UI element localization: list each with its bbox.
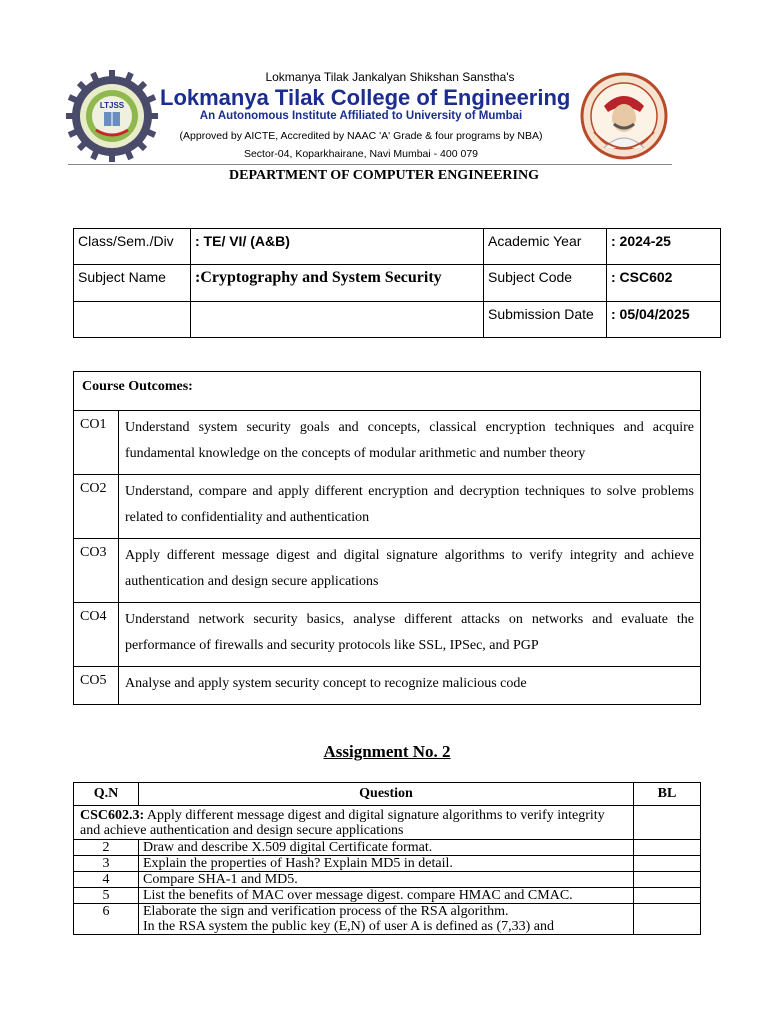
co-description: Apply different message digest and digital signature algorithms to verify integrity and achieve authentication and design secure applications [119, 539, 701, 603]
question-text: List the benefits of MAC over message digest. compare HMAC and CMAC. [139, 888, 634, 904]
college-name: Lokmanya Tilak College of Engineering [160, 85, 571, 110]
header-divider [68, 164, 672, 165]
college-emblem-logo [66, 70, 158, 162]
question-text [139, 904, 634, 935]
department-title: DEPARTMENT OF COMPUTER ENGINEERING [229, 168, 539, 183]
founder-portrait-logo [580, 72, 668, 160]
section-code: CSC602.3: [80, 808, 145, 823]
bl-cell [634, 806, 701, 840]
trust-name: Lokmanya Tilak Jankalyan Shikshan Sanstha's [265, 70, 515, 84]
question-number: 6 [74, 904, 139, 935]
co-code: CO1 [74, 411, 119, 475]
question-text: Draw and describe X.509 digital Certificate format. [139, 840, 634, 856]
section-text: Apply different message digest and digital signature algorithms to verify integrity and achieve authentication and design secure applications [80, 808, 605, 838]
class-label: Class/Sem./Div [74, 229, 191, 265]
col-header-qn: Q.N [74, 783, 139, 806]
class-value: : TE/ VI/ (A&B) [191, 229, 484, 265]
empty-cell [74, 302, 191, 338]
bl-cell [634, 888, 701, 904]
question-line: In the RSA system the public key (E,N) of user A is defined as (7,33) and [143, 919, 554, 934]
col-header-question: Question [139, 783, 634, 806]
course-outcomes-table [73, 371, 701, 705]
question-text: Explain the properties of Hash? Explain MD5 in detail. [139, 856, 634, 872]
col-header-bl: BL [634, 783, 701, 806]
question-number: 4 [74, 872, 139, 888]
empty-cell [191, 302, 484, 338]
outcome-section-row [74, 806, 634, 840]
questions-table [73, 782, 701, 935]
submission-date-label: Submission Date [484, 302, 607, 338]
co-code: CO2 [74, 475, 119, 539]
info-table [73, 228, 721, 338]
co-code: CO3 [74, 539, 119, 603]
question-text: Compare SHA-1 and MD5. [139, 872, 634, 888]
academic-year-label: Academic Year [484, 229, 607, 265]
question-number: 5 [74, 888, 139, 904]
subject-name-value: :Cryptography and System Security [191, 265, 484, 302]
co-description: Understand network security basics, analyse different attacks on networks and evaluate the performance of firewalls and security protocols like SSL, IPSec, and PGP [119, 603, 701, 667]
bl-cell [634, 840, 701, 856]
affiliation: An Autonomous Institute Affiliated to University of Mumbai [199, 110, 523, 122]
college-address: Sector-04, Koparkhairane, Navi Mumbai - 400 079 [243, 148, 479, 160]
subject-code-value: : CSC602 [607, 265, 721, 302]
approval-note: (Approved by AICTE, Accredited by NAAC 'A' Grade & four programs by NBA) [179, 130, 543, 142]
question-number: 3 [74, 856, 139, 872]
co-description: Understand system security goals and concepts, classical encryption techniques and acquire fundamental knowledge on the concepts of modular arithmetic and number theory [119, 411, 701, 475]
emblem-text: LTJSS [99, 101, 125, 110]
question-line: Elaborate the sign and verification process of the RSA algorithm. [143, 904, 509, 919]
subject-name-label: Subject Name [74, 265, 191, 302]
bl-cell [634, 856, 701, 872]
assignment-title: Assignment No. 2 [323, 742, 451, 761]
subject-code-label: Subject Code [484, 265, 607, 302]
academic-year-value: : 2024-25 [607, 229, 721, 265]
bl-cell [634, 904, 701, 935]
co-code: CO4 [74, 603, 119, 667]
question-number: 2 [74, 840, 139, 856]
co-description: Analyse and apply system security concept to recognize malicious code [119, 667, 701, 705]
bl-cell [634, 872, 701, 888]
co-description: Understand, compare and apply different encryption and decryption techniques to solve problems related to confidentiality and authentication [119, 475, 701, 539]
co-code: CO5 [74, 667, 119, 705]
course-outcomes-heading: Course Outcomes: [74, 372, 701, 411]
submission-date-value: : 05/04/2025 [607, 302, 721, 338]
